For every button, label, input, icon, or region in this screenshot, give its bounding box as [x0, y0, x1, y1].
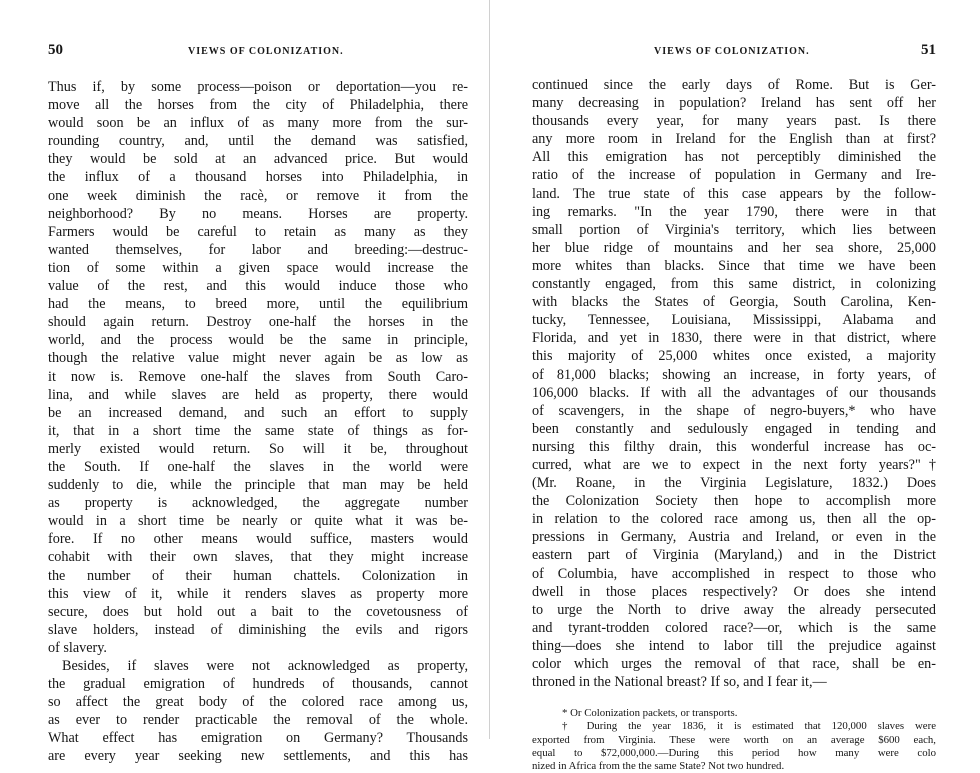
- footnote-line: nized in Africa from the the same State? Not two hundred.: [532, 759, 785, 772]
- text-line: land. The true state of this case appears by the follow-: [532, 185, 936, 202]
- right-page: [532, 0, 936, 773]
- text-line: Thus if, by some process—poison or deportation—you re-: [48, 79, 468, 95]
- text-line: the number of their human chattels. Colonization in: [48, 567, 468, 584]
- text-line: ratio of the increase of population in Germany and Ire-: [532, 167, 936, 184]
- text-line: had the means, to breed more, until the equilibrium: [48, 296, 468, 313]
- text-line: What effect has emigration on Germany? Thousands: [48, 730, 468, 747]
- page-gutter: [489, 0, 490, 739]
- text-line: continued since the early days of Rome. But is Ger-: [532, 77, 936, 93]
- text-line: thing—does she intend to labor till the prejudice against: [532, 637, 936, 654]
- text-line: many decreasing in population? Ireland has sent off her: [532, 95, 936, 112]
- text-line: more whites than blacks. Since that time we have been: [532, 257, 936, 274]
- text-line: this view of it, while it renders slaves as property more: [48, 585, 468, 602]
- text-line: throned in the National breast? If so, and I fear it,—: [532, 674, 827, 691]
- text-line: constantly engaged, from this same district, in colonizing: [532, 276, 936, 293]
- text-line: are every year seeking new settlements, and this has: [48, 748, 468, 765]
- text-line: world, and the process would be the same in principle,: [48, 332, 468, 349]
- left-page-body: [48, 78, 468, 766]
- text-line: would soon be an influx of as many more from the sur-: [48, 115, 468, 132]
- text-line: in relation to the colored race among us, then all the op-: [532, 511, 936, 528]
- text-line: should again return. Destroy one-half the horses in the: [48, 314, 468, 331]
- left-page: [48, 0, 468, 766]
- text-line: so affect the great body of the colored race among us,: [48, 694, 468, 711]
- text-line: be an increased demand, and such an effort to supply: [48, 404, 468, 421]
- text-line: All this emigration has not perceptibly diminished the: [532, 149, 936, 166]
- text-line: suddenly to die, while the principle that man may be held: [48, 477, 468, 494]
- text-line: the South. If one-half the slaves in the world were: [48, 458, 468, 475]
- text-line: (Mr. Roane, in the Virginia Legislature, 1832.) Does: [532, 475, 936, 492]
- text-line: they would be sold at an advanced price. But would: [48, 151, 468, 168]
- right-running-head: VIEWS OF COLONIZATION.: [654, 46, 810, 57]
- footnote-line: † During the year 1836, it is estimated that 120,000 slaves were: [562, 720, 936, 733]
- text-line: been constantly and sedulously engaged in tending and: [532, 420, 936, 437]
- text-line: move all the horses from the city of Philadelphia, there: [48, 97, 468, 114]
- left-page-header: [48, 44, 468, 64]
- text-line: Besides, if slaves were not acknowledged as property,: [62, 658, 468, 674]
- right-page-number: 51: [921, 42, 936, 58]
- text-line: slave holders, instead of diminishing the evils and rigors: [48, 621, 468, 638]
- text-line: cohabit with their own slaves, that they might increase: [48, 549, 468, 566]
- text-line: dwell in those places respectively? Or does she intend: [532, 583, 936, 600]
- text-line: ing remarks. "In the year 1790, there were in that: [532, 203, 936, 220]
- text-line: wanted themselves, for labor and breeding:—destruc-: [48, 241, 468, 258]
- text-line: of slavery.: [48, 639, 107, 656]
- text-line: the Colonization Society then hope to accomplish more: [532, 493, 936, 510]
- footnote-line: equal to $72,000,000.—During this period how many were colo: [532, 746, 936, 759]
- footnotes: [532, 707, 936, 773]
- text-line: to urge the North to drive away the already persecuted: [532, 601, 936, 618]
- text-line: any more room in Ireland for the English than at first?: [532, 131, 936, 148]
- text-line: Farmers would be careful to retain as many as they: [48, 223, 468, 240]
- text-line: 106,000 blacks. If with all the advantages of our thousands: [532, 384, 936, 401]
- text-line: small portion of Virginia's territory, which lies between: [532, 221, 936, 238]
- text-line: thousands every year, for many years past. Is there: [532, 113, 936, 130]
- text-line: value of the rest, and this would induce those who: [48, 278, 468, 295]
- text-line: it, that in a short time the same state of things as for-: [48, 422, 468, 439]
- text-line: tion of some within a given space would increase the: [48, 259, 468, 276]
- text-line: curred, what are we to expect in the next forty years?"†: [532, 456, 936, 473]
- text-line: this majority of 25,000 whites once existed, a majority: [532, 348, 936, 365]
- text-line: tucky, Tennessee, Louisiana, Mississippi, Alabama and: [532, 312, 936, 329]
- footnote-line: * Or Colonization packets, or transports.: [562, 707, 738, 720]
- text-line: as ever to render practicable the removal of the whole.: [48, 712, 468, 729]
- text-line: rounding country, and, until the demand was satisfied,: [48, 133, 468, 150]
- text-line: as property is acknowledged, the aggregate number: [48, 495, 468, 512]
- text-line: her blue ridge of mountains and her sea shore, 25,000: [532, 239, 936, 256]
- text-line: lina, and while slaves are held as property, there would: [48, 386, 468, 403]
- text-line: pressions in Germany, Austria and Ireland, or even in the: [532, 529, 936, 546]
- text-line: neighborhood? By no means. Horses are property.: [48, 205, 468, 222]
- text-line: of 81,000 blacks; showing an increase, in forty years, of: [532, 366, 936, 383]
- text-line: of Columbia, have accomplished in respect to those who: [532, 565, 936, 582]
- text-line: the influx of a thousand horses into Philadelphia, in: [48, 169, 468, 186]
- text-line: would in a short time be nearly or quite what it was be-: [48, 513, 468, 530]
- text-line: the gradual emigration of hundreds of thousands, cannot: [48, 676, 468, 693]
- text-line: of scavengers, in the shape of negro-buyers,* who have: [532, 402, 936, 419]
- left-running-head: VIEWS OF COLONIZATION.: [188, 46, 344, 57]
- text-line: fore. If no other means would suffice, masters would: [48, 531, 468, 548]
- right-page-body: [532, 76, 936, 691]
- text-line: and tyrant-trodden colored race?—or, which is the same: [532, 619, 936, 636]
- text-line: color which urges the removal of that race, shall be en-: [532, 656, 936, 672]
- left-page-number: 50: [48, 42, 63, 58]
- text-line: nursing this filthy drain, this wonderful increase has oc-: [532, 438, 936, 455]
- right-page-header: [532, 44, 936, 64]
- text-line: eastern part of Virginia (Maryland,) and in the District: [532, 547, 936, 564]
- text-line: merly existed would return. So will it be, throughout: [48, 440, 468, 457]
- text-line: secure, does but hold out a bait to the covetousness of: [48, 603, 468, 620]
- text-line: though the relative value might never again be as low as: [48, 350, 468, 367]
- text-line: one week diminish the racè, or remove it from the: [48, 187, 468, 204]
- text-line: Florida, and yet in 1830, there were in that district, where: [532, 330, 936, 347]
- footnote-line: exported from Virginia. These were worth on an average $600 each,: [532, 733, 936, 746]
- text-line: with blacks the States of Georgia, South Carolina, Ken-: [532, 294, 936, 311]
- text-line: it now is. Remove one-half the slaves from South Caro-: [48, 368, 468, 385]
